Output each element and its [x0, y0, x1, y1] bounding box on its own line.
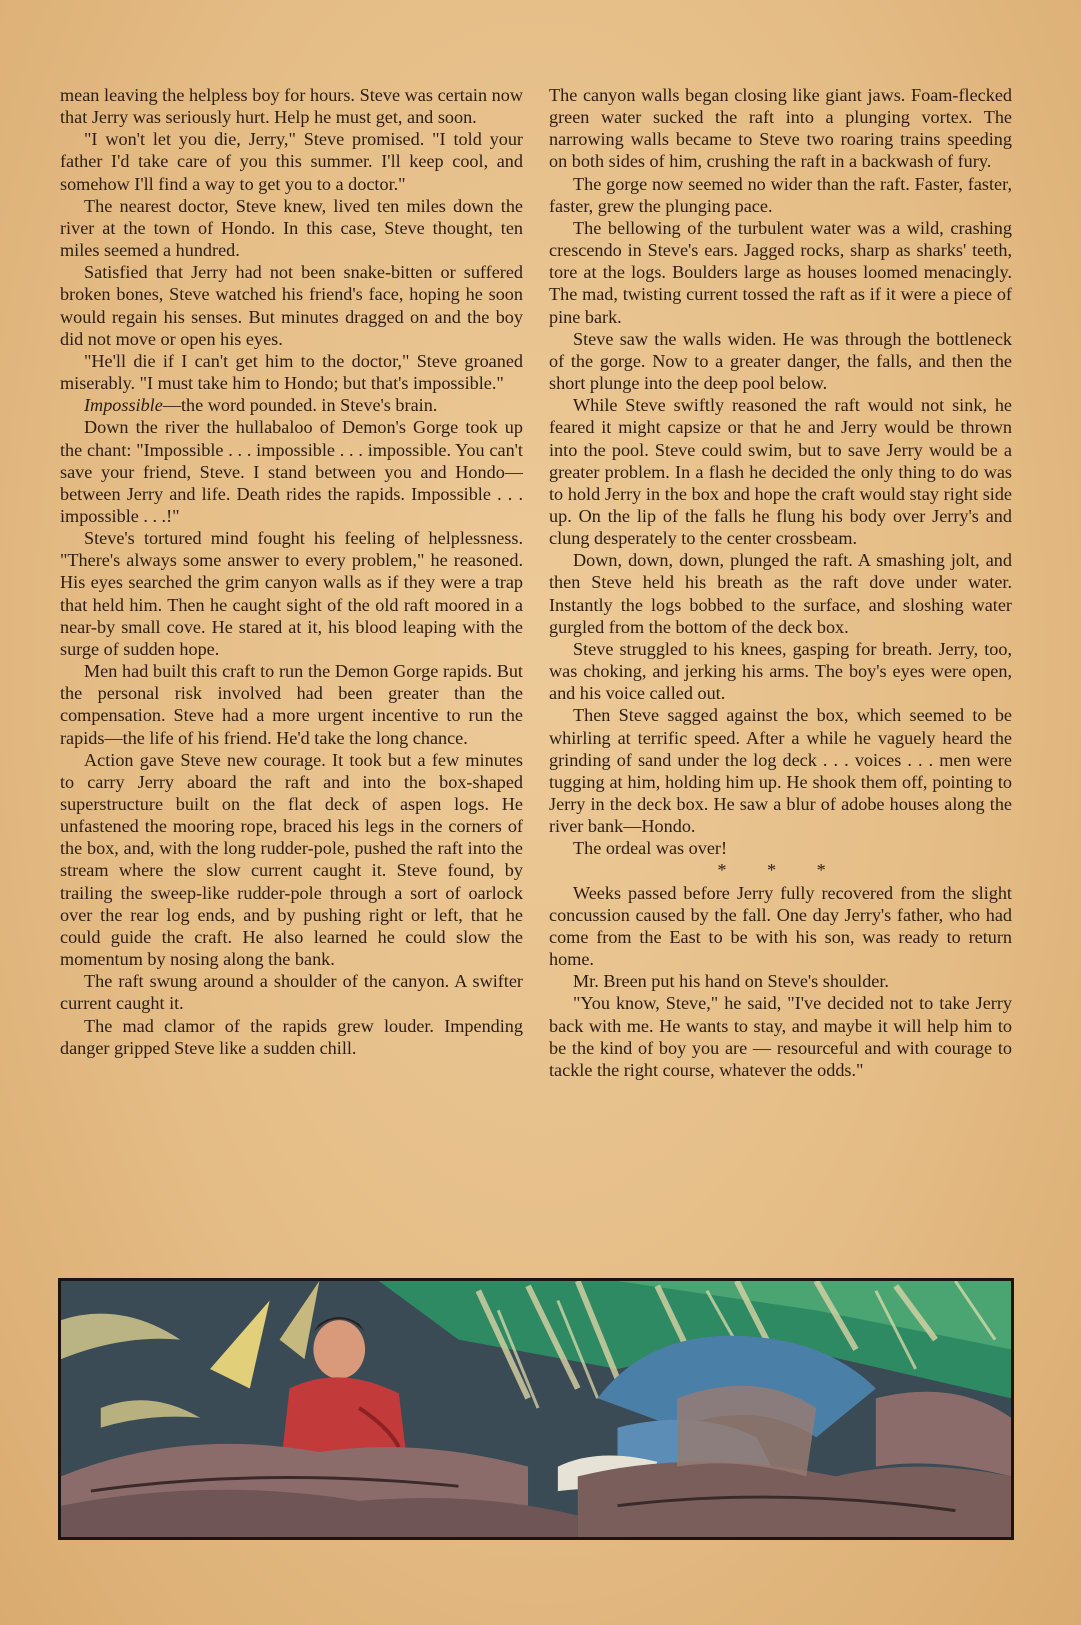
- paragraph: Men had built this craft to run the Demon Gorge rapids. But the personal risk involved had been greater than the compensation. Steve had a more urgent incentive to run the rapids—the life of his friend. He'd take the long chance.: [60, 661, 523, 748]
- paragraph: mean leaving the helpless boy for hours. Steve was certain now that Jerry was seriously hurt. Help he must get, and soon.: [60, 85, 523, 128]
- comic-panel-illustration: [58, 1278, 1014, 1540]
- paragraph: The gorge now seemed no wider than the raft. Faster, faster, faster, grew the plunging pace.: [549, 173, 1012, 216]
- paragraph: The nearest doctor, Steve knew, lived ten miles down the river at the town of Hondo. In this case, Steve thought, ten miles seemed a hundred.: [60, 195, 523, 261]
- paragraph: The mad clamor of the rapids grew louder. Impending danger gripped Steve like a sudden chill.: [60, 1015, 523, 1058]
- paragraph: Mr. Breen put his hand on Steve's shoulder.: [573, 971, 889, 992]
- paragraph: "I won't let you die, Jerry," Steve promised. "I told your father I'd take care of you this summer. I'll keep cool, and somehow I'll find a way to get you to a doctor.": [60, 129, 523, 194]
- paragraph: Down, down, down, plunged the raft. A smashing jolt, and then Steve held his breath as the raft dove under water. Instantly the logs bobbed to the surface, and sloshing water gurgled from the bottom of the deck box.: [549, 550, 1012, 637]
- paragraph: While Steve swiftly reasoned the raft would not sink, he feared it might capsize or that he and Jerry would be thrown into the pool. Steve could swim, but to save Jerry would be a greater problem. In a flash he decided the only thing to do was to hold Jerry in the box and hope the craft would stay right side up. On the lip of the falls he flung his body over Jerry's and clung desperately to the center crossbeam.: [549, 395, 1012, 549]
- left-text-column: [60, 84, 523, 1059]
- paragraph: Steve saw the walls widen. He was through the bottleneck of the gorge. Now to a greater danger, the falls, and then the short plunge into the deep pool below.: [549, 328, 1012, 394]
- paragraph: Then Steve sagged against the box, which seemed to be whirling at terrific speed. After a while he vaguely heard the grinding of sand under the log deck . . . voices . . . men were tugging at him, holding him up. He shook them off, pointing to Jerry in the deck box. He saw a blur of adobe houses along the river bank—Hondo.: [549, 705, 1012, 837]
- paragraph: Action gave Steve new courage. It took but a few minutes to carry Jerry aboard the raft and into the box-shaped superstructure built on the flat deck of aspen logs. He unfastened the mooring rope, braced his legs in the corners of the box, and, with the long rudder-pole, pushed the raft into the stream where the slow current caught it. Steve found, by trailing the sweep-like rudder-pole through a sort of oarlock over the rear log ends, and by pushing right or left, that he could guide the craft. He also learned he could slow the momentum by nosing along the bank.: [60, 749, 523, 970]
- paragraph-text: —the word pounded. in Steve's brain.: [162, 395, 438, 416]
- paragraph: The raft swung around a shoulder of the canyon. A swifter current caught it.: [60, 971, 523, 1014]
- right-text-column: [549, 84, 1012, 1081]
- paragraph: The canyon walls began closing like giant jaws. Foam-flecked green water sucked the raft into a plunging vortex. The narrowing walls became to Steve two roaring trains speeding on both sides of him, crushing the raft in a backwash of fury.: [549, 85, 1012, 172]
- paragraph: The ordeal was over!: [573, 838, 728, 859]
- italic-word: Impossible: [84, 395, 163, 416]
- paragraph: "He'll die if I can't get him to the doctor," Steve groaned miserably. "I must take him to Hondo; but that's impossible.": [60, 350, 523, 394]
- paragraph: "You know, Steve," he said, "I've decided not to take Jerry back with me. He wants to stay, and maybe it will help him to be the kind of boy you are — resourceful and with courage to tackle the right course, whatever the odds.": [549, 993, 1012, 1080]
- paragraph: Satisfied that Jerry had not been snake-bitten or suffered broken bones, Steve watched his friend's face, hoping he soon would regain his senses. But minutes dragged on and the boy did not move or open his eyes.: [60, 262, 523, 349]
- paragraph: [60, 394, 523, 416]
- paragraph: Steve struggled to his knees, gasping for breath. Jerry, too, was choking, and jerking his arms. The boy's eyes were open, and his voice called out.: [549, 638, 1012, 704]
- comic-illustration-icon: [61, 1281, 1011, 1537]
- paragraph: Down the river the hullabaloo of Demon's Gorge took up the chant: "Impossible . . . impossible . . . impossible. You can't save your friend, Steve. I stand between you and Hondo—between Jerry and life. Death rides the rapids. Impossible . . . impossible . . .!": [60, 417, 523, 526]
- paragraph: Steve's tortured mind fought his feeling of helplessness. "There's always some answer to every problem," he reasoned. His eyes searched the grim canyon walls as if they were a trap that held him. Then he caught sight of the old raft moored in a near-by small cove. He stared at it, his blood leaping with the surge of sudden hope.: [60, 528, 523, 659]
- section-break-stars: * * *: [717, 860, 844, 881]
- paragraph: Weeks passed before Jerry fully recovered from the slight concussion caused by the fall. One day Jerry's father, who had come from the East to be with his son, was ready to return home.: [549, 882, 1012, 970]
- paragraph: The bellowing of the turbulent water was a wild, crashing crescendo in Steve's ears. Jagged rocks, sharp as sharks' teeth, tore at the logs. Boulders large as houses loomed menacingly. The mad, twisting current tossed the raft as if it were a piece of pine bark.: [549, 217, 1012, 327]
